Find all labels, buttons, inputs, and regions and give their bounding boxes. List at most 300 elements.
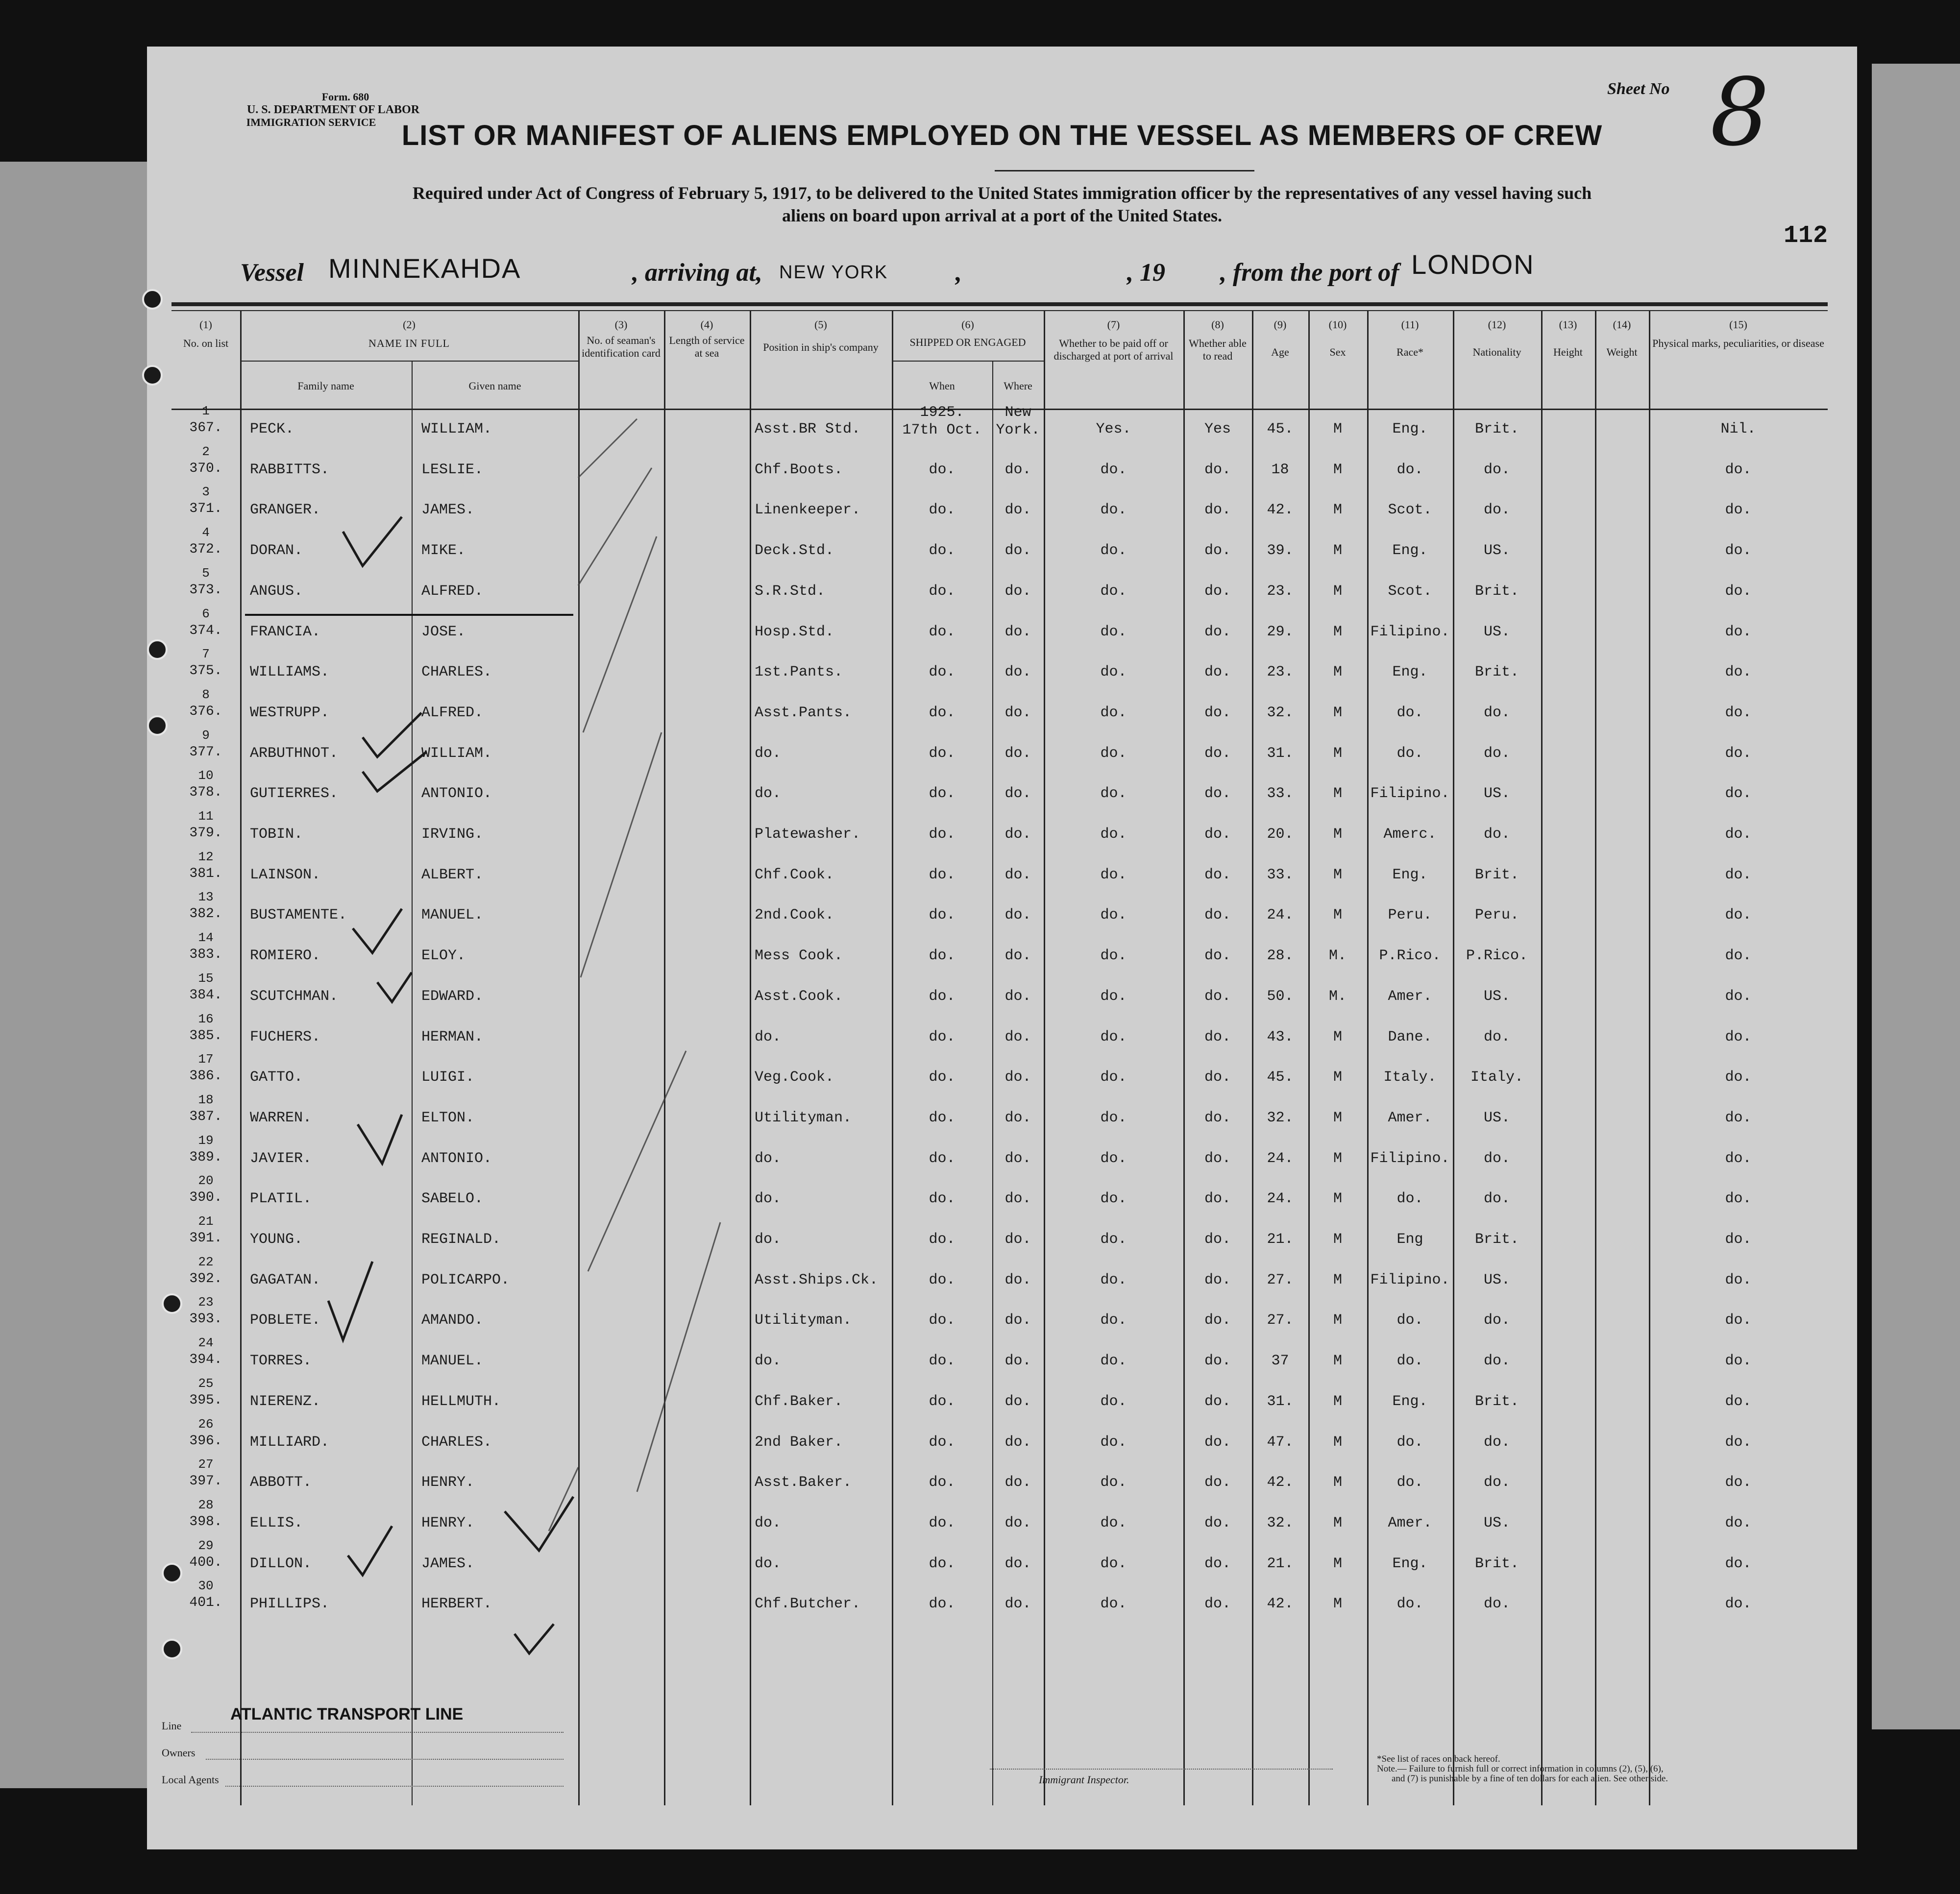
cell-nat: do. xyxy=(1483,826,1510,843)
list-number: 383. xyxy=(189,947,222,963)
table-top-rule xyxy=(172,302,1828,306)
cell-sex: M xyxy=(1333,1150,1342,1167)
cell-paid: do. xyxy=(1100,583,1127,600)
cell-read: do. xyxy=(1204,583,1231,600)
cell-marks: do. xyxy=(1725,1433,1752,1451)
cell-race: Eng. xyxy=(1392,542,1428,559)
cell-sex: M xyxy=(1333,502,1342,519)
cell-family: NIERENZ. xyxy=(250,1393,321,1410)
cell-position: Chf.Butcher. xyxy=(755,1596,861,1613)
cell-nat: do. xyxy=(1483,461,1510,478)
pencil-slash xyxy=(581,732,662,977)
cell-age: 18 xyxy=(1271,461,1289,478)
cell-position: do. xyxy=(755,1555,782,1572)
line-number: 2 xyxy=(202,444,210,459)
col-num: (11) xyxy=(1401,318,1419,331)
cell-sex: M xyxy=(1333,704,1342,721)
punch-hole xyxy=(142,365,163,386)
cell-nat: US. xyxy=(1483,1271,1510,1288)
cell-read: do. xyxy=(1204,1433,1231,1451)
cell-when: do. xyxy=(929,1028,956,1045)
col-num: (10) xyxy=(1328,318,1347,331)
col-num: (7) xyxy=(1107,318,1120,331)
cell-age: 27. xyxy=(1267,1312,1294,1329)
col-rule xyxy=(1308,311,1310,1805)
line-number: 24 xyxy=(198,1336,214,1351)
cell-age: 21. xyxy=(1267,1231,1294,1248)
list-number: 379. xyxy=(189,826,222,841)
list-number: 371. xyxy=(189,501,222,517)
cell-marks: do. xyxy=(1725,1514,1752,1531)
col-label: No. of seaman's identification card xyxy=(582,334,661,359)
list-number: 393. xyxy=(189,1311,222,1327)
cell-race: Amerc. xyxy=(1383,826,1437,843)
cell-read: do. xyxy=(1204,907,1231,924)
line-number: 25 xyxy=(198,1376,214,1391)
list-number: 385. xyxy=(189,1028,222,1044)
pencil-slash xyxy=(588,1051,686,1271)
col-label: NAME IN FULL xyxy=(368,337,450,349)
list-number: 400. xyxy=(189,1554,222,1570)
col-header-2a: Family name xyxy=(297,380,354,392)
cell-when: do. xyxy=(929,1231,956,1248)
col-rule xyxy=(1183,311,1185,1805)
line-number: 16 xyxy=(198,1011,214,1026)
cell-nat: Brit. xyxy=(1474,1555,1519,1572)
cell-position: do. xyxy=(755,745,782,762)
list-number: 389. xyxy=(189,1149,222,1165)
cell-marks: do. xyxy=(1725,1190,1752,1208)
list-number: 387. xyxy=(189,1109,222,1124)
cell-when: do. xyxy=(929,1190,956,1208)
cell-paid: do. xyxy=(1100,745,1127,762)
line-number: 13 xyxy=(198,890,214,905)
cell-given: ELOY. xyxy=(421,947,466,965)
cell-position: Platewasher. xyxy=(755,826,861,843)
cell-sex: M xyxy=(1333,1109,1342,1126)
required-line-2: aliens on board upon arrival at a port of the United States. xyxy=(782,206,1223,225)
cell-where: do. xyxy=(1004,623,1031,640)
cell-paid: do. xyxy=(1100,1231,1127,1248)
cell-race: do. xyxy=(1396,1190,1423,1208)
department-name: U. S. DEPARTMENT OF LABOR xyxy=(246,103,420,116)
cell-nat: US. xyxy=(1483,785,1510,802)
underlying-sheet-right xyxy=(1872,64,1960,1729)
cell-where: do. xyxy=(1004,907,1031,924)
cell-sex: M xyxy=(1333,1514,1342,1531)
cell-read: do. xyxy=(1204,1474,1231,1491)
cell-read: do. xyxy=(1204,1596,1231,1613)
cell-nat: do. xyxy=(1483,1312,1510,1329)
cell-read: do. xyxy=(1204,1514,1231,1531)
cell-family: SCUTCHMAN. xyxy=(250,988,339,1005)
cell-paid: Yes. xyxy=(1096,421,1131,437)
line-number: 4 xyxy=(202,525,210,540)
cell-family: GRANGER. xyxy=(250,502,321,519)
col-num: (12) xyxy=(1488,318,1506,331)
cell-nat: US. xyxy=(1483,542,1510,559)
cell-nat: do. xyxy=(1483,1353,1510,1370)
cell-sex: M xyxy=(1333,1555,1342,1572)
list-number: 392. xyxy=(189,1271,222,1287)
list-number: 391. xyxy=(189,1231,222,1246)
cell-given: HELLMUTH. xyxy=(421,1393,501,1410)
cell-where: do. xyxy=(1004,502,1031,519)
cell-when: 1925. 17th Oct. xyxy=(902,404,982,438)
cell-age: 24. xyxy=(1267,1190,1294,1208)
cell-sex: M xyxy=(1333,1433,1342,1451)
cell-family: ELLIS. xyxy=(250,1514,303,1531)
cell-marks: do. xyxy=(1725,1028,1752,1045)
col-num: (9) xyxy=(1274,318,1287,331)
col-rule xyxy=(664,311,665,1805)
cell-paid: do. xyxy=(1100,502,1127,519)
cell-when: do. xyxy=(929,704,956,721)
cell-paid: do. xyxy=(1100,1312,1127,1329)
cell-position: do. xyxy=(755,1514,782,1531)
cell-read: do. xyxy=(1204,623,1231,640)
col-header-2 xyxy=(240,318,578,350)
col-num: (8) xyxy=(1211,318,1224,331)
line-number: 26 xyxy=(198,1416,214,1432)
cell-when: do. xyxy=(929,1150,956,1167)
cell-position: 2nd Baker. xyxy=(755,1433,843,1451)
cell-family: WARREN. xyxy=(250,1109,312,1126)
list-number: 382. xyxy=(189,906,222,922)
cell-read: do. xyxy=(1204,461,1231,478)
pencil-check xyxy=(514,1624,554,1653)
cell-read: do. xyxy=(1204,502,1231,519)
line-number: 14 xyxy=(198,930,214,946)
cell-when: do. xyxy=(929,1271,956,1288)
punch-hole xyxy=(142,289,163,310)
cell-race: do. xyxy=(1396,1312,1423,1329)
col-label: Length of service at sea xyxy=(669,334,745,359)
cell-marks: do. xyxy=(1725,1474,1752,1491)
col-label: SHIPPED OR ENGAGED xyxy=(909,336,1026,348)
cell-when: do. xyxy=(929,1596,956,1613)
line-number: 10 xyxy=(198,768,214,783)
list-number: 376. xyxy=(189,704,222,719)
col-rule xyxy=(1541,311,1543,1805)
col-rule xyxy=(1252,311,1253,1805)
pencil-slash xyxy=(583,536,657,732)
cell-given: WILLIAM. xyxy=(421,745,492,762)
cell-given: JAMES. xyxy=(421,502,475,519)
cell-when: do. xyxy=(929,502,956,519)
col-num: (6) xyxy=(961,318,974,331)
col-header-14 xyxy=(1595,318,1649,359)
sheet-label: Sheet No xyxy=(1607,80,1670,98)
cell-family: WILLIAMS. xyxy=(250,664,330,681)
cell-when: do. xyxy=(929,542,956,559)
cell-race: Scot. xyxy=(1388,583,1432,600)
list-number: 390. xyxy=(189,1190,222,1206)
cell-paid: do. xyxy=(1100,1555,1127,1572)
cell-age: 21. xyxy=(1267,1555,1294,1572)
cell-family: PHILLIPS. xyxy=(250,1596,330,1613)
cell-when: do. xyxy=(929,988,956,1005)
cell-race: Eng xyxy=(1396,1231,1423,1248)
line-number: 30 xyxy=(198,1578,214,1594)
cell-given: MANUEL. xyxy=(421,1353,484,1370)
cell-where: do. xyxy=(1004,461,1031,478)
col-rule xyxy=(750,311,751,1805)
cell-read: do. xyxy=(1204,785,1231,802)
cell-position: 1st.Pants. xyxy=(755,664,843,681)
cell-marks: do. xyxy=(1725,1231,1752,1248)
cell-family: FUCHERS. xyxy=(250,1028,321,1045)
arriving-port: NEW YORK xyxy=(779,262,888,283)
cell-age: 47. xyxy=(1267,1433,1294,1451)
cell-nat: Brit. xyxy=(1474,421,1519,437)
cell-race: do. xyxy=(1396,704,1423,721)
cell-nat: do. xyxy=(1483,745,1510,762)
cell-sex: M xyxy=(1333,785,1342,802)
line-number: 12 xyxy=(198,849,214,864)
cell-family: BUSTAMENTE. xyxy=(250,907,347,924)
inspector-signature-line xyxy=(990,1769,1333,1770)
cell-marks: do. xyxy=(1725,1150,1752,1167)
col-rule xyxy=(412,361,413,1805)
cell-given: HERBERT. xyxy=(421,1596,492,1613)
cell-marks: do. xyxy=(1725,461,1752,478)
cell-position: Asst.Cook. xyxy=(755,988,843,1005)
line-number: 27 xyxy=(198,1457,214,1472)
cell-nat: Brit. xyxy=(1474,664,1519,681)
cell-paid: do. xyxy=(1100,542,1127,559)
cell-read: do. xyxy=(1204,704,1231,721)
col-header-11 xyxy=(1367,318,1453,359)
cell-age: 29. xyxy=(1267,623,1294,640)
cell-given: IRVING. xyxy=(421,826,484,843)
from-label: , from the port of xyxy=(1220,259,1399,287)
col-rule xyxy=(578,311,580,1805)
cell-marks: do. xyxy=(1725,988,1752,1005)
cell-marks: do. xyxy=(1725,947,1752,965)
cell-marks: do. xyxy=(1725,907,1752,924)
cell-nat: Brit. xyxy=(1474,583,1519,600)
cell-given: ALFRED. xyxy=(421,583,484,600)
cell-position: Utilityman. xyxy=(755,1312,852,1329)
col-header-1 xyxy=(172,318,240,350)
cell-where: do. xyxy=(1004,1271,1031,1288)
cell-marks: do. xyxy=(1725,1069,1752,1086)
cell-position: Asst.BR Std. xyxy=(755,421,861,437)
cell-family: POBLETE. xyxy=(250,1312,321,1329)
cell-where: do. xyxy=(1004,704,1031,721)
col-header-8 xyxy=(1183,318,1252,363)
col-rule xyxy=(1453,311,1454,1805)
col-label: Whether able to read xyxy=(1189,337,1247,362)
underlying-sheet-left xyxy=(0,162,162,1788)
col-header-15 xyxy=(1649,318,1828,350)
cell-race: Eng. xyxy=(1392,421,1428,437)
cell-age: 32. xyxy=(1267,1514,1294,1531)
cell-nat: Italy. xyxy=(1470,1069,1524,1086)
cell-race: Filipino. xyxy=(1370,1271,1450,1288)
cell-paid: do. xyxy=(1100,1028,1127,1045)
footnote-races: *See list of races on back hereof. xyxy=(1377,1754,1500,1764)
cell-age: 32. xyxy=(1267,1109,1294,1126)
line-number: 8 xyxy=(202,687,210,702)
list-number: 377. xyxy=(189,744,222,760)
cell-age: 31. xyxy=(1267,1393,1294,1410)
cell-position: do. xyxy=(755,1190,782,1208)
punch-hole xyxy=(162,1639,182,1659)
cell-where: do. xyxy=(1004,542,1031,559)
col-header-10 xyxy=(1308,318,1367,359)
col-header-4 xyxy=(664,318,750,360)
cell-race: Amer. xyxy=(1388,988,1432,1005)
cell-when: do. xyxy=(929,1353,956,1370)
cell-race: do. xyxy=(1396,1353,1423,1370)
col-header-3 xyxy=(578,318,664,360)
cell-sex: M xyxy=(1333,1190,1342,1208)
vessel-name: MINNEKAHDA xyxy=(328,253,521,284)
manifest-page xyxy=(147,47,1857,1849)
line-number: 11 xyxy=(198,809,214,824)
cell-where: do. xyxy=(1004,785,1031,802)
cell-marks: do. xyxy=(1725,745,1752,762)
cell-read: do. xyxy=(1204,947,1231,965)
col-label: Nationality xyxy=(1472,346,1521,358)
cell-position: Deck.Std. xyxy=(755,542,834,559)
cell-given: ALBERT. xyxy=(421,866,484,883)
line-number: 17 xyxy=(198,1052,214,1067)
cell-paid: do. xyxy=(1100,1433,1127,1451)
cell-nat: do. xyxy=(1483,704,1510,721)
cell-sex: M xyxy=(1333,1271,1342,1288)
cell-marks: do. xyxy=(1725,1353,1752,1370)
cell-marks: do. xyxy=(1725,583,1752,600)
cell-when: do. xyxy=(929,1474,956,1491)
cell-family: PLATIL. xyxy=(250,1190,312,1208)
cell-given: ALFRED. xyxy=(421,704,484,721)
col-header-13 xyxy=(1541,318,1595,359)
cell-where: do. xyxy=(1004,1150,1031,1167)
cell-sex: M xyxy=(1333,745,1342,762)
cell-where: do. xyxy=(1004,947,1031,965)
line-label: Line xyxy=(162,1720,182,1732)
cell-sex: M xyxy=(1333,1231,1342,1248)
list-number: 386. xyxy=(189,1068,222,1084)
col-rule xyxy=(1044,311,1045,1805)
form-number: Form. 680 xyxy=(321,91,369,103)
cell-marks: do. xyxy=(1725,623,1752,640)
col-label: Height xyxy=(1553,346,1583,358)
cell-paid: do. xyxy=(1100,1069,1127,1086)
cell-read: do. xyxy=(1204,745,1231,762)
col-rule xyxy=(1367,311,1369,1805)
cell-paid: do. xyxy=(1100,664,1127,681)
line-underline xyxy=(191,1732,564,1733)
cell-family: DILLON. xyxy=(250,1555,312,1572)
cell-age: 24. xyxy=(1267,907,1294,924)
inspector-label: Immigrant Inspector. xyxy=(1039,1773,1129,1786)
cell-nat: do. xyxy=(1483,502,1510,519)
cell-age: 23. xyxy=(1267,583,1294,600)
cell-where: do. xyxy=(1004,745,1031,762)
page-reference: 112 xyxy=(1784,222,1828,250)
cell-paid: do. xyxy=(1100,1150,1127,1167)
cell-age: 39. xyxy=(1267,542,1294,559)
cell-sex: M xyxy=(1333,664,1342,681)
col-header-7 xyxy=(1044,318,1183,363)
cell-nat: Brit. xyxy=(1474,866,1519,883)
cell-nat: do. xyxy=(1483,1474,1510,1491)
cell-position: Asst.Baker. xyxy=(755,1474,852,1491)
cell-race: Eng. xyxy=(1392,1555,1428,1572)
cell-age: 31. xyxy=(1267,745,1294,762)
col-header-6 xyxy=(892,318,1044,349)
cell-given: POLICARPO. xyxy=(421,1271,510,1288)
cell-where: New York. xyxy=(996,404,1040,438)
from-port: LONDON xyxy=(1411,249,1535,280)
cell-position: Chf.Cook. xyxy=(755,866,834,883)
cell-age: 23. xyxy=(1267,664,1294,681)
cell-paid: do. xyxy=(1100,785,1127,802)
cell-read: do. xyxy=(1204,1150,1231,1167)
cell-family: ROMIERO. xyxy=(250,947,321,965)
cell-read: do. xyxy=(1204,1069,1231,1086)
list-number: 394. xyxy=(189,1352,222,1368)
cell-family: WESTRUPP. xyxy=(250,704,330,721)
cell-sex: M xyxy=(1333,1474,1342,1491)
col-num: (2) xyxy=(403,318,416,331)
list-number: 373. xyxy=(189,582,222,598)
col-num: (13) xyxy=(1559,318,1577,331)
cell-marks: do. xyxy=(1725,542,1752,559)
cell-read: do. xyxy=(1204,1190,1231,1208)
cell-when: do. xyxy=(929,1514,956,1531)
col-label: Weight xyxy=(1606,346,1638,358)
cell-where: do. xyxy=(1004,988,1031,1005)
cell-age: 37 xyxy=(1271,1353,1289,1370)
cell-where: do. xyxy=(1004,1474,1031,1491)
cell-age: 24. xyxy=(1267,1150,1294,1167)
col-num: (3) xyxy=(614,318,628,331)
cell-age: 42. xyxy=(1267,1596,1294,1613)
col-rule xyxy=(892,311,893,1805)
cell-read: do. xyxy=(1204,1312,1231,1329)
cell-race: Eng. xyxy=(1392,664,1428,681)
list-number: 378. xyxy=(189,785,222,801)
cell-position: do. xyxy=(755,1353,782,1370)
cell-when: do. xyxy=(929,1109,956,1126)
service-name: IMMIGRATION SERVICE xyxy=(246,116,376,128)
cell-sex: M xyxy=(1333,826,1342,843)
cell-sex: M xyxy=(1333,542,1342,559)
col-header-6b: Where xyxy=(1004,380,1032,392)
cell-age: 45. xyxy=(1267,1069,1294,1086)
cell-nat: do. xyxy=(1483,1150,1510,1167)
cell-where: do. xyxy=(1004,583,1031,600)
col-label: Race* xyxy=(1396,346,1423,358)
cell-family: YOUNG. xyxy=(250,1231,303,1248)
cell-nat: US. xyxy=(1483,1514,1510,1531)
cell-where: do. xyxy=(1004,664,1031,681)
cell-read: do. xyxy=(1204,1231,1231,1248)
cell-position: 2nd.Cook. xyxy=(755,907,834,924)
cell-race: Eng. xyxy=(1392,1393,1428,1410)
footnote-penalty-1: Note.— Failure to furnish full or correct information in columns (2), (5), (6), xyxy=(1377,1764,1664,1774)
col-num: (14) xyxy=(1613,318,1631,331)
cell-given: JAMES. xyxy=(421,1555,475,1572)
cell-nat: US. xyxy=(1483,1109,1510,1126)
cell-paid: do. xyxy=(1100,826,1127,843)
col-header-12 xyxy=(1453,318,1541,359)
